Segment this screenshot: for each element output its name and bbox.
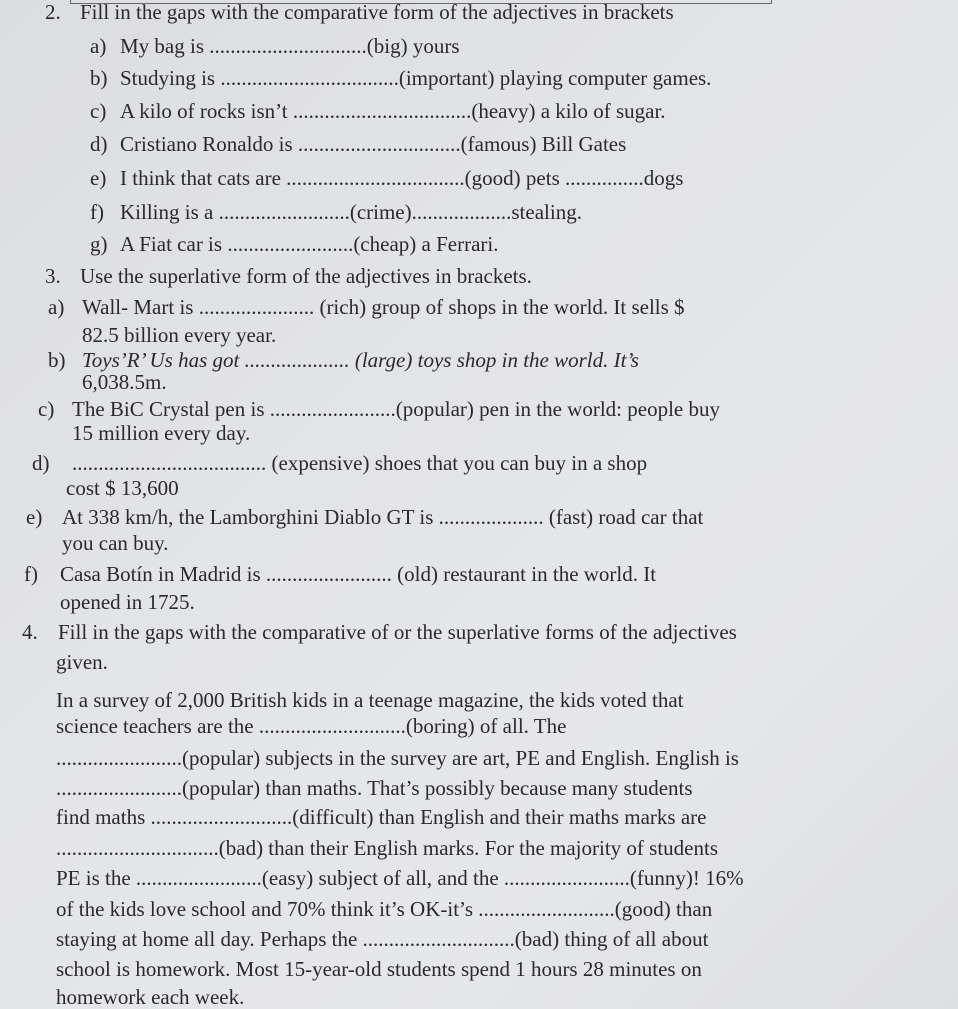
exercise-item: Cristiano Ronaldo is ...............................(famous) Bill Gates <box>120 132 627 156</box>
exercise-item-line: ..................................... (expensive) shoes that you can buy in a shop <box>72 451 648 475</box>
item-label: d) <box>90 132 108 156</box>
paragraph-line: ........................(popular) than maths. That’s possibly because many students <box>56 776 693 800</box>
item-label: f) <box>90 200 104 224</box>
item-label: f) <box>24 562 38 586</box>
exercise-item-line: Toys’R’ Us has got .................... (large) toys shop in the world. It’s <box>82 348 639 372</box>
paragraph-line: science teachers are the ............................(boring) of all. The <box>56 714 567 738</box>
exercise-number: 4. <box>22 620 38 644</box>
exercise-item: A kilo of rocks isn’t ..................................(heavy) a kilo of sugar. <box>120 99 666 123</box>
exercise-number: 3. <box>45 264 61 288</box>
exercise-item: I think that cats are ..................................(good) pets ...............dogs <box>120 166 684 190</box>
exercise-title: Use the superlative form of the adjectives in brackets. <box>80 264 532 288</box>
exercise-item: My bag is ..............................(big) yours <box>120 34 460 58</box>
exercise-item-line: cost $ 13,600 <box>66 476 179 500</box>
exercise-item: Killing is a .........................(crime)...................stealing. <box>120 200 582 224</box>
paragraph-line: PE is the ........................(easy) subject of all, and the ........................(funny)! 16% <box>56 866 744 890</box>
item-label: e) <box>26 505 43 529</box>
exercise-title-cont: given. <box>56 650 108 674</box>
item-label: e) <box>90 166 107 190</box>
item-label: b) <box>90 66 108 90</box>
paragraph-line: of the kids love school and 70% think it’s OK-it’s ..........................(good) than <box>56 897 713 921</box>
exercise-item-line: opened in 1725. <box>60 590 195 614</box>
exercise-item-line: Wall- Mart is ...................... (rich) group of shops in the world. It sells $ <box>82 295 685 319</box>
item-label: a) <box>90 34 107 58</box>
exercise-item: A Fiat car is ........................(cheap) a Ferrari. <box>120 232 499 256</box>
item-label: b) <box>48 348 66 372</box>
exercise-title: Fill in the gaps with the comparative form of the adjectives in brackets <box>80 0 674 24</box>
exercise-item-line: 82.5 billion every year. <box>82 323 277 347</box>
exercise-item-line: At 338 km/h, the Lamborghini Diablo GT is .................... (fast) road car that <box>62 505 704 529</box>
exercise-item-line: Casa Botín in Madrid is ........................ (old) restaurant in the world. It <box>60 562 657 586</box>
exercise-title: Fill in the gaps with the comparative of or the superlative forms of the adjectives <box>58 620 737 644</box>
item-label: g) <box>90 232 108 256</box>
paragraph-line: school is homework. Most 15-year-old students spend 1 hours 28 minutes on <box>56 957 702 981</box>
paragraph-line: staying at home all day. Perhaps the .............................(bad) thing of all about <box>56 927 709 951</box>
exercise-item-line: 15 million every day. <box>72 421 251 445</box>
item-label: c) <box>90 99 107 123</box>
exercise-number: 2. <box>45 0 61 24</box>
paragraph-line: homework each week. <box>56 985 245 1009</box>
paragraph-line: ...............................(bad) than their English marks. For the majority of students <box>56 836 718 860</box>
exercise-item: Studying is ..................................(important) playing computer games. <box>120 66 712 90</box>
exercise-item-line: you can buy. <box>62 531 169 555</box>
exercise-item-line: The BiC Crystal pen is ........................(popular) pen in the world: people buy <box>72 397 720 421</box>
item-label: a) <box>48 295 65 319</box>
item-label: d) <box>32 451 50 475</box>
paragraph-line: ........................(popular) subjects in the survey are art, PE and English. English is <box>56 746 739 770</box>
paragraph-line: find maths ...........................(difficult) than English and their maths marks are <box>56 805 707 829</box>
item-label: c) <box>38 397 55 421</box>
exercise-item-line: 6,038.5m. <box>82 370 167 394</box>
paragraph-line: In a survey of 2,000 British kids in a teenage magazine, the kids voted that <box>56 688 684 712</box>
